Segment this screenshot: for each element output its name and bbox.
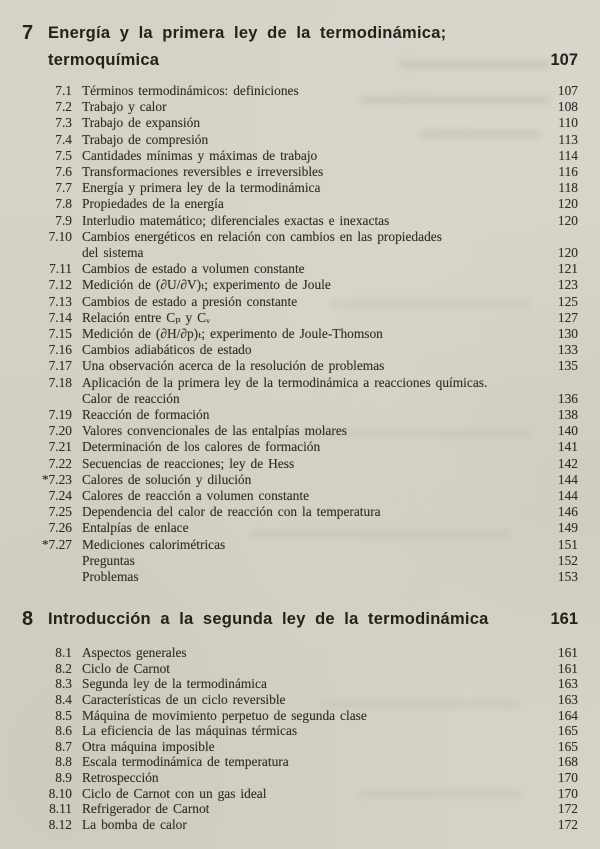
toc-entry bbox=[0, 645, 600, 661]
toc-entry-page-number: 136 bbox=[557, 390, 578, 406]
toc-entry bbox=[0, 661, 600, 677]
toc-entry-number: 8.4 bbox=[55, 692, 72, 708]
toc-entry-number: 8.2 bbox=[55, 660, 72, 676]
toc-entry-page-number: 113 bbox=[558, 131, 578, 147]
toc-entry-title-line: Otra máquina imposible bbox=[82, 738, 215, 754]
toc-entry-page-number: 120 bbox=[557, 212, 578, 228]
toc-entry-number: 7.17 bbox=[48, 358, 72, 374]
toc-entry-title-line: Máquina de movimiento perpetuo de segunda clase bbox=[82, 707, 367, 723]
toc-entry-number: 8.6 bbox=[55, 723, 72, 739]
toc-entry-title-line: La eficiencia de las máquinas térmicas bbox=[82, 723, 298, 739]
toc-entry-page-number: 152 bbox=[557, 552, 578, 568]
toc-entry-page-number: 170 bbox=[557, 770, 578, 786]
toc-entry bbox=[0, 277, 600, 293]
toc-entry-title bbox=[82, 99, 528, 115]
toc-entry-title bbox=[82, 164, 528, 180]
toc-entry-number: *7.23 bbox=[41, 471, 72, 487]
toc-entry-number: 7.12 bbox=[48, 277, 72, 293]
toc-entry-title-line: Una observación acerca de la resolución de problemas bbox=[82, 358, 385, 374]
toc-entry-page-number: 135 bbox=[557, 358, 578, 374]
toc-entry-title bbox=[82, 676, 528, 692]
toc-entry-title-line: Interludio matemático; diferenciales exactas e inexactas bbox=[82, 212, 390, 228]
toc-entry-title bbox=[82, 294, 528, 310]
toc-entry-title bbox=[82, 310, 528, 326]
toc-entry-number: 7.16 bbox=[48, 342, 72, 358]
toc-entry-page-number: 141 bbox=[557, 439, 578, 455]
toc-entry-title bbox=[82, 342, 528, 358]
toc-entry-title bbox=[82, 553, 528, 569]
toc-entry-page-number: 163 bbox=[557, 692, 578, 708]
toc-entry-title bbox=[82, 148, 528, 164]
toc-entry-number: 7.25 bbox=[48, 504, 72, 520]
toc-entry bbox=[0, 472, 600, 488]
toc-entry-page-number: 116 bbox=[558, 164, 578, 180]
toc-entry-title-line: Determinación de los calores de formación bbox=[82, 439, 321, 455]
toc-entry-page-number: 133 bbox=[557, 342, 578, 358]
toc-entry bbox=[0, 326, 600, 342]
toc-entry-title-line: Trabajo y calor bbox=[82, 99, 167, 115]
toc-entry bbox=[0, 294, 600, 310]
toc-entry-title-line: Mediciones calorimétricas bbox=[82, 536, 226, 552]
toc-entry-number: 7.3 bbox=[55, 115, 72, 131]
toc-entry bbox=[0, 213, 600, 229]
toc-entry bbox=[0, 692, 600, 708]
toc-entry-title-line: Medición de (∂U/∂V)ₜ; experimento de Joule bbox=[82, 277, 331, 293]
toc-entry-title-line: Retrospección bbox=[82, 770, 159, 786]
toc-entry-number: 7.4 bbox=[55, 131, 72, 147]
toc-entry-number: 7.8 bbox=[55, 196, 72, 212]
toc-entry-title bbox=[82, 261, 528, 277]
toc-entry-page-number: 138 bbox=[557, 407, 578, 423]
toc-entry-page-number: 130 bbox=[557, 326, 578, 342]
toc-entry-title bbox=[82, 358, 528, 374]
toc-entry-title bbox=[82, 407, 528, 423]
toc-entry-title-line: La bomba de calor bbox=[82, 816, 187, 832]
toc-entry-number: 7.10 bbox=[48, 228, 72, 244]
toc-entry-title-line: Escala termodinámica de temperatura bbox=[82, 754, 289, 770]
toc-entry-page-number: 110 bbox=[558, 115, 578, 131]
toc-entry-number: 8.12 bbox=[48, 816, 72, 832]
toc-entry bbox=[0, 310, 600, 326]
chapter-number: 7 bbox=[22, 22, 34, 44]
toc-entry-title-line: Segunda ley de la termodinámica bbox=[82, 676, 267, 692]
toc-entry-title-line: Valores convencionales de las entalpías molares bbox=[82, 423, 347, 439]
toc-entry-title bbox=[82, 645, 528, 661]
chapter-title bbox=[48, 20, 520, 74]
toc-entry-title-line: Cambios energéticos en relación con cambios en las propiedades bbox=[82, 228, 442, 244]
toc-entry-page-number: 172 bbox=[557, 816, 578, 832]
toc-entry-number: 7.24 bbox=[48, 488, 72, 504]
toc-entry-page-number: 161 bbox=[557, 660, 578, 676]
toc-entry-title-line: Medición de (∂H/∂p)ₜ; experimento de Joule-Thomson bbox=[82, 326, 383, 342]
toc-entry-title-line: Cambios de estado a volumen constante bbox=[82, 261, 305, 277]
toc-entry bbox=[0, 488, 600, 504]
section-list bbox=[0, 645, 600, 832]
toc-entry-title-line: Trabajo de compresión bbox=[82, 131, 209, 147]
toc-entry-number: 7.13 bbox=[48, 293, 72, 309]
toc-entry-title-line: Calor de reacción bbox=[82, 390, 180, 406]
toc-entry-number: 8.3 bbox=[55, 676, 72, 692]
toc-entry-title-line: Energía y primera ley de la termodinámica bbox=[82, 180, 321, 196]
toc-entry-title-line: Trabajo de expansión bbox=[82, 115, 201, 131]
toc-entry-number: 8.8 bbox=[55, 754, 72, 770]
toc-entry-page-number: 146 bbox=[557, 504, 578, 520]
toc-entry bbox=[0, 801, 600, 817]
toc-entry-title-line: Cambios de estado a presión constante bbox=[82, 293, 298, 309]
toc-entry bbox=[0, 456, 600, 472]
toc-entry bbox=[0, 786, 600, 802]
toc-entry-title bbox=[82, 754, 528, 770]
toc-entry bbox=[0, 132, 600, 148]
toc-entry-title bbox=[82, 180, 528, 196]
toc-entry bbox=[0, 99, 600, 115]
chapter-heading bbox=[0, 606, 600, 633]
toc-entry-title-line: Secuencias de reacciones; ley de Hess bbox=[82, 455, 295, 471]
toc-entry-page-number: 170 bbox=[557, 785, 578, 801]
toc-entry-number: 8.9 bbox=[55, 770, 72, 786]
toc-entry bbox=[0, 342, 600, 358]
toc-entry-title bbox=[82, 115, 528, 131]
toc-entry-title bbox=[82, 739, 528, 755]
toc-entry bbox=[0, 148, 600, 164]
chapter-title-line: Energía y la primera ley de la termodinámica; bbox=[48, 24, 447, 42]
toc-entry bbox=[0, 817, 600, 833]
toc-entry-title bbox=[82, 537, 528, 553]
toc-entry bbox=[0, 504, 600, 520]
toc-entry-title bbox=[82, 83, 528, 99]
toc-entry-title-line: Cambios adiabáticos de estado bbox=[82, 342, 252, 358]
toc-entry-page-number: 151 bbox=[557, 536, 578, 552]
toc-entry-title bbox=[82, 520, 528, 536]
toc-entry-title bbox=[82, 692, 528, 708]
toc-entry-number: 8.1 bbox=[55, 645, 72, 661]
toc-entry-page-number: 123 bbox=[557, 277, 578, 293]
toc-entry-title-line: Ciclo de Carnot con un gas ideal bbox=[82, 785, 267, 801]
chapter-block bbox=[0, 606, 600, 832]
toc-entry-page-number: 172 bbox=[557, 801, 578, 817]
toc-entry bbox=[0, 739, 600, 755]
toc-entry-title bbox=[82, 196, 528, 212]
toc-entry-title-line: Transformaciones reversibles e irreversibles bbox=[82, 164, 324, 180]
toc-entry bbox=[0, 83, 600, 99]
toc-entry-number: 7.18 bbox=[48, 374, 72, 390]
toc-entry-title bbox=[82, 472, 528, 488]
toc-entry-number: 7.15 bbox=[48, 326, 72, 342]
toc-entry-title bbox=[82, 569, 528, 585]
toc-entry-number: 7.20 bbox=[48, 423, 72, 439]
toc-entry bbox=[0, 553, 600, 569]
toc-entry-number: 8.5 bbox=[55, 707, 72, 723]
toc-entry-title bbox=[82, 439, 528, 455]
toc-entry-page-number: 165 bbox=[557, 723, 578, 739]
toc-entry-page-number: 120 bbox=[557, 245, 578, 261]
toc-content bbox=[0, 20, 600, 832]
toc-entry-title-line: Cantidades mínimas y máximas de trabajo bbox=[82, 147, 318, 163]
toc-entry bbox=[0, 375, 600, 407]
toc-entry-page-number: 165 bbox=[557, 738, 578, 754]
toc-entry-number: 8.7 bbox=[55, 738, 72, 754]
toc-entry bbox=[0, 423, 600, 439]
toc-entry-number: 7.14 bbox=[48, 309, 72, 325]
chapter-heading bbox=[0, 20, 600, 74]
toc-entry bbox=[0, 358, 600, 374]
toc-entry-title bbox=[82, 326, 528, 342]
toc-entry-title-line: Problemas bbox=[82, 569, 139, 585]
toc-entry-page-number: 153 bbox=[557, 569, 578, 585]
toc-entry-title bbox=[82, 375, 528, 407]
toc-entry-number: 7.21 bbox=[48, 439, 72, 455]
toc-entry-title bbox=[82, 488, 528, 504]
toc-entry-page-number: 121 bbox=[557, 261, 578, 277]
toc-entry-number: 8.11 bbox=[49, 801, 72, 817]
chapter-title-line: Introducción a la segunda ley de la termodinámica bbox=[48, 610, 489, 629]
chapter-page-number: 107 bbox=[550, 51, 578, 69]
toc-entry-page-number: 142 bbox=[557, 455, 578, 471]
toc-entry-title-line: Reacción de formación bbox=[82, 407, 210, 423]
toc-entry-number: 7.5 bbox=[55, 147, 72, 163]
toc-entry-title bbox=[82, 817, 528, 833]
toc-entry-page-number: 168 bbox=[557, 754, 578, 770]
toc-entry-page-number: 108 bbox=[557, 99, 578, 115]
toc-entry-title-line: Características de un ciclo reversible bbox=[82, 692, 286, 708]
toc-entry bbox=[0, 520, 600, 536]
toc-entry-number: 8.10 bbox=[48, 785, 72, 801]
toc-entry-title-line: Entalpías de enlace bbox=[82, 520, 189, 536]
chapter-number: 8 bbox=[22, 608, 34, 631]
toc-entry-number: 7.7 bbox=[55, 180, 72, 196]
toc-entry-number: 7.22 bbox=[48, 455, 72, 471]
toc-entry-page-number: 164 bbox=[557, 707, 578, 723]
toc-entry-page-number: 127 bbox=[557, 309, 578, 325]
toc-entry-title-line: Aplicación de la primera ley de la termodinámica a reacciones químicas. bbox=[82, 374, 488, 390]
toc-entry-title-line: Propiedades de la energía bbox=[82, 196, 224, 212]
toc-entry bbox=[0, 723, 600, 739]
toc-entry-number: 7.2 bbox=[55, 99, 72, 115]
toc-entry-title bbox=[82, 132, 528, 148]
toc-entry-title bbox=[82, 770, 528, 786]
toc-entry bbox=[0, 569, 600, 585]
toc-entry-title bbox=[82, 708, 528, 724]
toc-entry-title-line: Refrigerador de Carnot bbox=[82, 801, 210, 817]
toc-entry bbox=[0, 770, 600, 786]
toc-entry bbox=[0, 407, 600, 423]
toc-entry-title-line: Términos termodinámicos: definiciones bbox=[82, 83, 299, 98]
toc-entry-page-number: 118 bbox=[558, 180, 578, 196]
toc-entry-title-line: Ciclo de Carnot bbox=[82, 660, 171, 676]
chapter-title-line: termoquímica bbox=[48, 51, 160, 69]
toc-entry-number: 7.26 bbox=[48, 520, 72, 536]
toc-entry-page-number: 114 bbox=[558, 147, 578, 163]
section-list bbox=[0, 83, 600, 585]
chapter-block bbox=[0, 20, 600, 585]
toc-entry bbox=[0, 754, 600, 770]
toc-entry-title-line: Calores de reacción a volumen constante bbox=[82, 488, 310, 504]
toc-entry-title bbox=[82, 504, 528, 520]
chapter-page-number: 161 bbox=[550, 610, 578, 629]
toc-entry-title bbox=[82, 456, 528, 472]
toc-entry-number: 7.1 bbox=[55, 83, 72, 98]
toc-entry bbox=[0, 261, 600, 277]
toc-entry-title bbox=[82, 786, 528, 802]
toc-entry-number: 7.9 bbox=[55, 212, 72, 228]
toc-entry-page-number: 149 bbox=[557, 520, 578, 536]
toc-entry-title bbox=[82, 723, 528, 739]
toc-entry bbox=[0, 115, 600, 131]
toc-entry-title bbox=[82, 661, 528, 677]
toc-entry bbox=[0, 229, 600, 261]
toc-entry-title bbox=[82, 213, 528, 229]
toc-entry-number: 7.11 bbox=[49, 261, 72, 277]
toc-entry-page-number: 161 bbox=[557, 645, 578, 661]
toc-entry bbox=[0, 676, 600, 692]
toc-entry-number: 7.6 bbox=[55, 164, 72, 180]
toc-entry-title-line: Relación entre Cₚ y Cᵥ bbox=[82, 309, 211, 325]
toc-entry-title-line: del sistema bbox=[82, 245, 144, 261]
toc-entry-page-number: 144 bbox=[557, 471, 578, 487]
toc-entry bbox=[0, 164, 600, 180]
toc-entry-title bbox=[82, 423, 528, 439]
toc-entry-title-line: Aspectos generales bbox=[82, 645, 187, 661]
toc-entry-title bbox=[82, 277, 528, 293]
toc-entry-page-number: 125 bbox=[557, 293, 578, 309]
toc-entry bbox=[0, 180, 600, 196]
toc-entry-page-number: 144 bbox=[557, 488, 578, 504]
toc-entry-page-number: 140 bbox=[557, 423, 578, 439]
toc-entry-title-line: Dependencia del calor de reacción con la temperatura bbox=[82, 504, 381, 520]
toc-entry-number: *7.27 bbox=[41, 536, 72, 552]
toc-entry-title-line: Preguntas bbox=[82, 552, 135, 568]
toc-entry bbox=[0, 708, 600, 724]
toc-entry-page-number: 107 bbox=[557, 83, 578, 98]
toc-entry-number: 7.19 bbox=[48, 407, 72, 423]
toc-entry-page-number: 120 bbox=[557, 196, 578, 212]
toc-entry-page-number: 163 bbox=[557, 676, 578, 692]
toc-entry bbox=[0, 439, 600, 455]
toc-entry bbox=[0, 537, 600, 553]
chapter-title bbox=[48, 606, 520, 633]
toc-entry-title bbox=[82, 801, 528, 817]
toc-entry bbox=[0, 196, 600, 212]
toc-entry-title-line: Calores de solución y dilución bbox=[82, 471, 252, 487]
toc-entry-title bbox=[82, 229, 528, 261]
